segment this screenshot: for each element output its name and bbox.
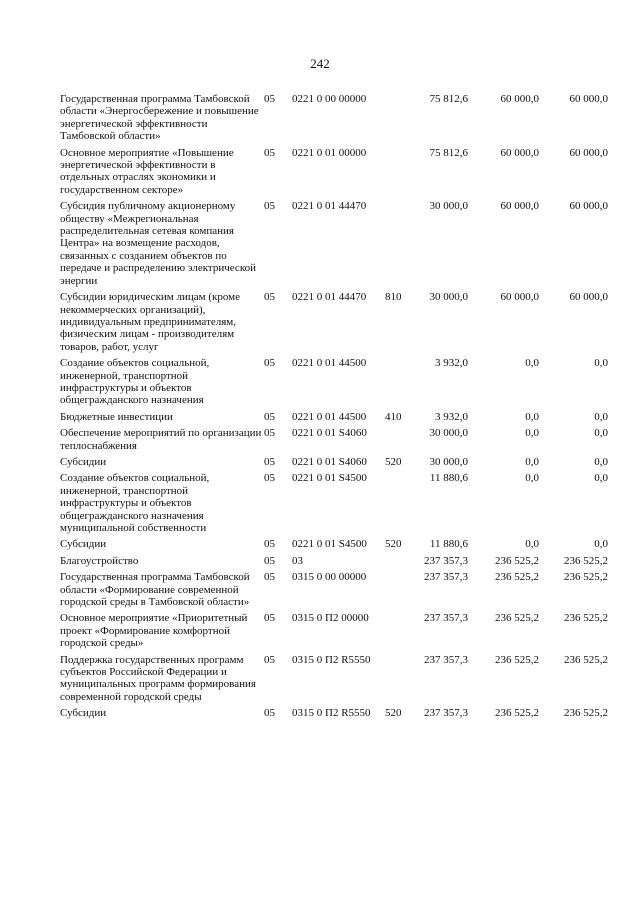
amount-year-3: 236 525,2 — [564, 707, 608, 720]
section-code: 05 — [264, 653, 275, 666]
amount-year-3: 0,0 — [594, 357, 608, 370]
amount-year-3: 0,0 — [594, 472, 608, 485]
target-article-code: 21 0 01 S4500 — [303, 538, 367, 551]
amount-year-3: 236 525,2 — [564, 653, 608, 666]
section-code: 05 — [264, 538, 275, 551]
target-article-code: 21 0 01 44500 — [303, 410, 367, 423]
subsection-code: 03 — [292, 554, 303, 567]
amount-year-1: 11 880,6 — [429, 538, 468, 551]
row-name: Субсидии — [60, 707, 107, 720]
target-article-code: 21 0 01 00000 — [303, 146, 367, 159]
amount-year-3: 0,0 — [594, 410, 608, 423]
expense-type-code: 520 — [385, 538, 402, 551]
amount-year-2: 60 000,0 — [500, 93, 539, 105]
section-code: 05 — [264, 707, 275, 720]
table-row — [0, 555, 640, 571]
subsection-code: 02 — [292, 410, 303, 423]
table-row — [0, 612, 640, 653]
section-code: 05 — [264, 455, 275, 468]
table-row — [0, 147, 640, 201]
subsection-code: 02 — [292, 538, 303, 551]
amount-year-3: 0,0 — [594, 538, 608, 551]
amount-year-1: 30 000,0 — [429, 455, 468, 468]
subsection-code: 02 — [292, 291, 303, 304]
amount-year-2: 0,0 — [525, 410, 539, 423]
section-code: 05 — [264, 472, 275, 485]
amount-year-1: 30 000,0 — [429, 291, 468, 304]
subsection-code: 02 — [292, 455, 303, 468]
target-article-code: 21 0 01 44470 — [303, 291, 367, 304]
expense-type-code: 520 — [385, 455, 402, 468]
table-row — [0, 357, 640, 411]
amount-year-2: 0,0 — [525, 538, 539, 551]
table-row — [0, 472, 640, 538]
subsection-code: 03 — [292, 707, 303, 720]
expense-type-code: 410 — [385, 410, 402, 423]
amount-year-3: 0,0 — [594, 427, 608, 440]
table-row — [0, 707, 640, 723]
table-row — [0, 93, 640, 147]
subsection-code: 02 — [292, 427, 303, 440]
subsection-code: 03 — [292, 612, 303, 625]
subsection-code: 02 — [292, 93, 303, 105]
amount-year-1: 237 357,3 — [424, 653, 468, 666]
amount-year-2: 0,0 — [525, 427, 539, 440]
target-article-code: 21 0 01 44500 — [303, 357, 367, 370]
amount-year-1: 237 357,3 — [424, 612, 468, 625]
target-article-code: 15 0 П2 R5550 — [303, 653, 371, 666]
page-number: 242 — [310, 56, 330, 71]
amount-year-1: 3 932,0 — [435, 357, 468, 370]
subsection-code: 03 — [292, 571, 303, 584]
amount-year-1: 237 357,3 — [424, 707, 468, 720]
section-code: 05 — [264, 291, 275, 304]
row-name: Государственная программа Тамбовской области «Формирование современной городской среды в Тамбовской области» — [60, 571, 250, 609]
row-name: Поддержка государственных программ субъектов Российской Федерации и муниципальных программ формирования современной городской среды — [60, 653, 256, 703]
table-row — [0, 654, 640, 708]
section-code: 05 — [264, 554, 275, 567]
amount-year-2: 236 525,2 — [495, 612, 539, 625]
target-article-code: 21 0 01 S4500 — [303, 472, 367, 485]
amount-year-3: 60 000,0 — [569, 291, 608, 304]
subsection-code: 02 — [292, 146, 303, 159]
subsection-code: 03 — [292, 653, 303, 666]
table-row — [0, 291, 640, 357]
section-code: 05 — [264, 146, 275, 159]
target-article-code: 21 0 01 44470 — [303, 200, 367, 213]
row-name: Обеспечение мероприятий по организации теплоснабжения — [60, 427, 262, 452]
amount-year-1: 30 000,0 — [429, 200, 468, 213]
amount-year-2: 236 525,2 — [495, 653, 539, 666]
budget-table — [0, 93, 640, 724]
target-article-code: 21 0 00 00000 — [303, 93, 367, 105]
target-article-code: 15 0 П2 R5550 — [303, 707, 371, 720]
amount-year-1: 75 812,6 — [429, 146, 468, 159]
table-row — [0, 538, 640, 554]
row-name: Благоустройство — [60, 554, 139, 567]
amount-year-3: 60 000,0 — [569, 200, 608, 213]
amount-year-2: 0,0 — [525, 455, 539, 468]
section-code: 05 — [264, 357, 275, 370]
amount-year-2: 60 000,0 — [500, 200, 539, 213]
section-code: 05 — [264, 410, 275, 423]
amount-year-2: 236 525,2 — [495, 707, 539, 720]
amount-year-3: 60 000,0 — [569, 146, 608, 159]
amount-year-3: 60 000,0 — [569, 93, 608, 105]
section-code: 05 — [264, 427, 275, 440]
amount-year-2: 236 525,2 — [495, 571, 539, 584]
amount-year-1: 3 932,0 — [435, 410, 468, 423]
amount-year-3: 236 525,2 — [564, 612, 608, 625]
section-code: 05 — [264, 93, 275, 105]
subsection-code: 02 — [292, 200, 303, 213]
expense-type-code: 810 — [385, 291, 402, 304]
amount-year-3: 236 525,2 — [564, 554, 608, 567]
target-article-code: 15 0 00 00000 — [303, 571, 367, 584]
table-row — [0, 456, 640, 472]
section-code: 05 — [264, 612, 275, 625]
target-article-code: 21 0 01 S4060 — [303, 427, 367, 440]
section-code: 05 — [264, 571, 275, 584]
row-name: Основное мероприятие «Приоритетный проект «Формирование комфортной городской среды» — [60, 612, 248, 650]
section-code: 05 — [264, 200, 275, 213]
amount-year-1: 30 000,0 — [429, 427, 468, 440]
expense-type-code: 520 — [385, 707, 402, 720]
amount-year-1: 237 357,3 — [424, 554, 468, 567]
amount-year-2: 0,0 — [525, 357, 539, 370]
row-name: Субсидии юридическим лицам (кроме некоммерческих организаций), индивидуальным предпринимателям, физическим лицам - производителям товаров, работ, услуг — [60, 291, 241, 353]
row-name: Субсидии — [60, 538, 107, 551]
amount-year-2: 0,0 — [525, 472, 539, 485]
amount-year-2: 60 000,0 — [500, 291, 539, 304]
amount-year-1: 75 812,6 — [429, 93, 468, 105]
target-article-code: 21 0 01 S4060 — [303, 455, 367, 468]
amount-year-3: 236 525,2 — [564, 571, 608, 584]
subsection-code: 02 — [292, 472, 303, 485]
table-row — [0, 200, 640, 291]
amount-year-2: 60 000,0 — [500, 146, 539, 159]
row-name: Субсидии — [60, 455, 107, 468]
amount-year-3: 0,0 — [594, 455, 608, 468]
amount-year-1: 11 880,6 — [429, 472, 468, 485]
amount-year-1: 237 357,3 — [424, 571, 468, 584]
table-row — [0, 427, 640, 456]
row-name: Создание объектов социальной, инженерной, транспортной инфраструктуры и объектов общегражданского назначения муниципальной собственности — [60, 472, 210, 534]
row-name: Создание объектов социальной, инженерной, транспортной инфраструктуры и объектов общегражданского назначения — [60, 357, 210, 407]
target-article-code: 15 0 П2 00000 — [303, 612, 369, 625]
subsection-code: 02 — [292, 357, 303, 370]
table-row — [0, 571, 640, 612]
amount-year-2: 236 525,2 — [495, 554, 539, 567]
table-row — [0, 411, 640, 427]
row-name: Основное мероприятие «Повышение энергетической эффективности в отдельных отраслях экономики и государственном секторе» — [60, 146, 234, 196]
row-name: Государственная программа Тамбовской области «Энергосбережение и повышение энергетической эффективности Тамбовской области» — [60, 93, 259, 143]
row-name: Субсидия публичному акционерному обществу «Межрегиональная распределительная сетевая компания Центра» на возмещение расходов, связанных с созданием объектов по передаче и распределению электрической энергии — [60, 200, 256, 287]
row-name: Бюджетные инвестиции — [60, 410, 173, 423]
